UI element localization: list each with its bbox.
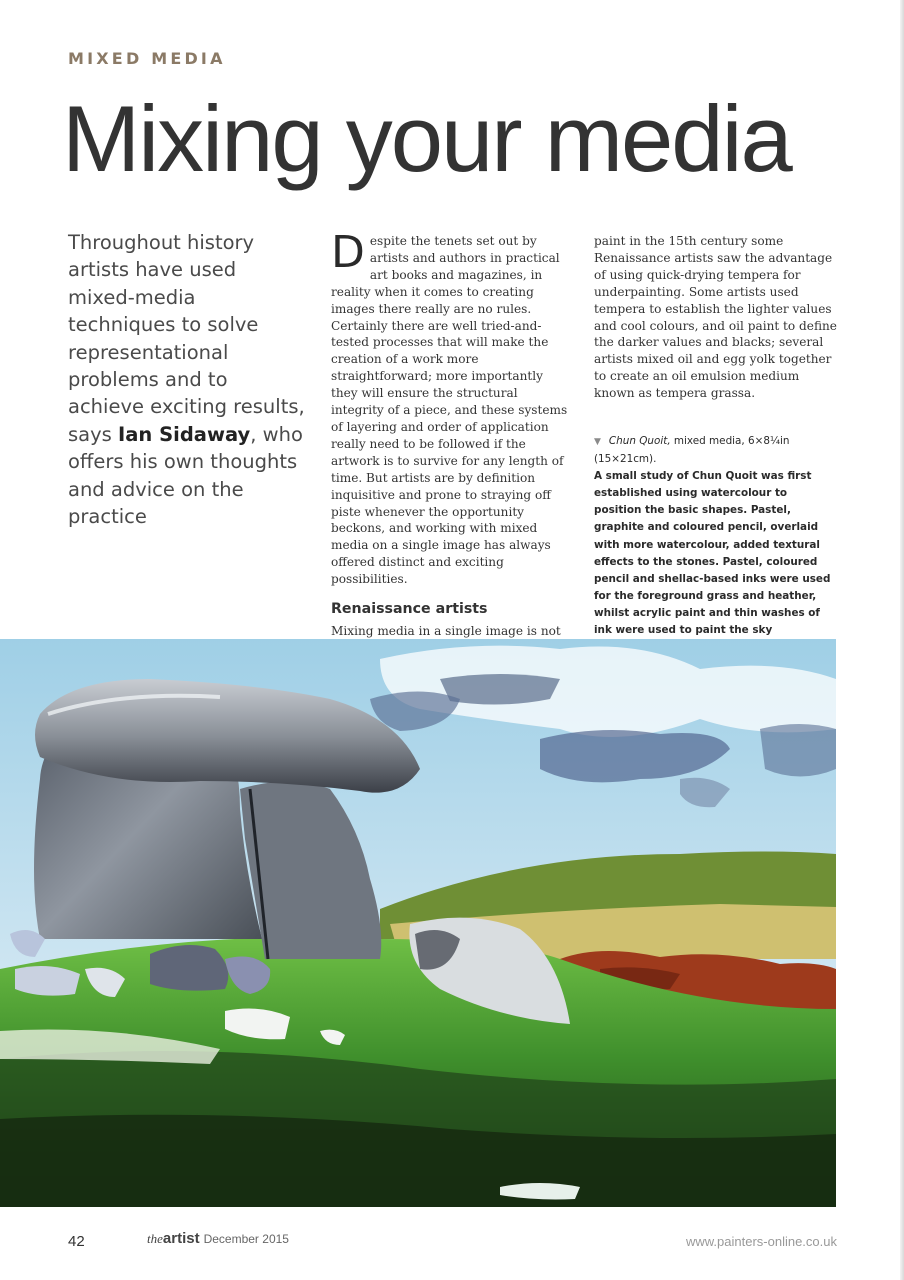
website-url: www.painters-online.co.uk xyxy=(685,1234,837,1249)
caption-arrow-icon: ▼ xyxy=(594,437,601,447)
body-paragraph-2-start: Mixing media in a single image is not xyxy=(331,624,561,639)
body-paragraph-2-continued: paint in the 15th century some Renaissance artists saw the advantage of using quick-drying tempera for underpainting. Some artists used tempera to establish the lighter values and cool colours, and oil paint to define the darker values and blacks; several artists mixed oil and egg yolk together to create an oil emulsion medium known as tempera grassa. xyxy=(594,234,837,401)
body-column-1 xyxy=(331,227,571,657)
article-headline: Mixing your media xyxy=(62,86,791,191)
magazine-masthead xyxy=(147,1230,289,1248)
caption-body: A small study of Chun Quoit was first established using watercolour to position the basic shapes. Pastel, graphite and coloured pencil, overlaid with more watercolour, added textural effects to the stones. Pastel, coloured pencil and shellac-based inks were used for the foreground grass and heather, whilst acrylic paint and thin washes of ink were used to paint the sky xyxy=(594,470,831,637)
author-name: Ian Sidaway xyxy=(118,422,251,446)
page-edge xyxy=(900,0,904,1280)
body-column-2 xyxy=(594,233,838,402)
section-label: MIXED MEDIA xyxy=(68,49,226,68)
page-number: 42 xyxy=(68,1233,85,1250)
subheading: Renaissance artists xyxy=(331,601,488,618)
artwork-details: mixed media, 6×8¼in (15×21cm). xyxy=(594,435,790,466)
standfirst xyxy=(68,229,306,530)
drop-cap: D xyxy=(331,227,365,278)
issue-date: December 2015 xyxy=(203,1232,289,1246)
standfirst-text: Throughout history artists have used mixed-media techniques to solve representational problems and to achieve exciting results, says xyxy=(68,231,305,446)
body-paragraph-1 xyxy=(331,227,571,588)
masthead-name: artist xyxy=(162,1230,200,1247)
masthead-prefix: the xyxy=(147,1231,163,1246)
artwork-title: Chun Quoit, xyxy=(608,435,671,447)
image-caption xyxy=(594,433,838,639)
standfirst-text-end: , who offers his own thoughts and advice on the practice xyxy=(68,422,303,529)
painting-chun-quoit xyxy=(0,639,836,1207)
paragraph-1-text: espite the tenets set out by artists and authors in practical art books and magazines, in reality when it comes to creating images there really are no rules. Certainly there are well tried-and-tested processes that will make the creation of a work more straightforward; more importantly they will ensure the structural integrity of a piece, and these systems of layering and order of application really need to be followed if the artwork is to survive for any length of time. But artists are by definition inquisitive and prone to straying off piste whenever the opportunity beckons, and working with mixed media on a single image has always offered distinct and exciting possibilities. xyxy=(331,234,568,587)
